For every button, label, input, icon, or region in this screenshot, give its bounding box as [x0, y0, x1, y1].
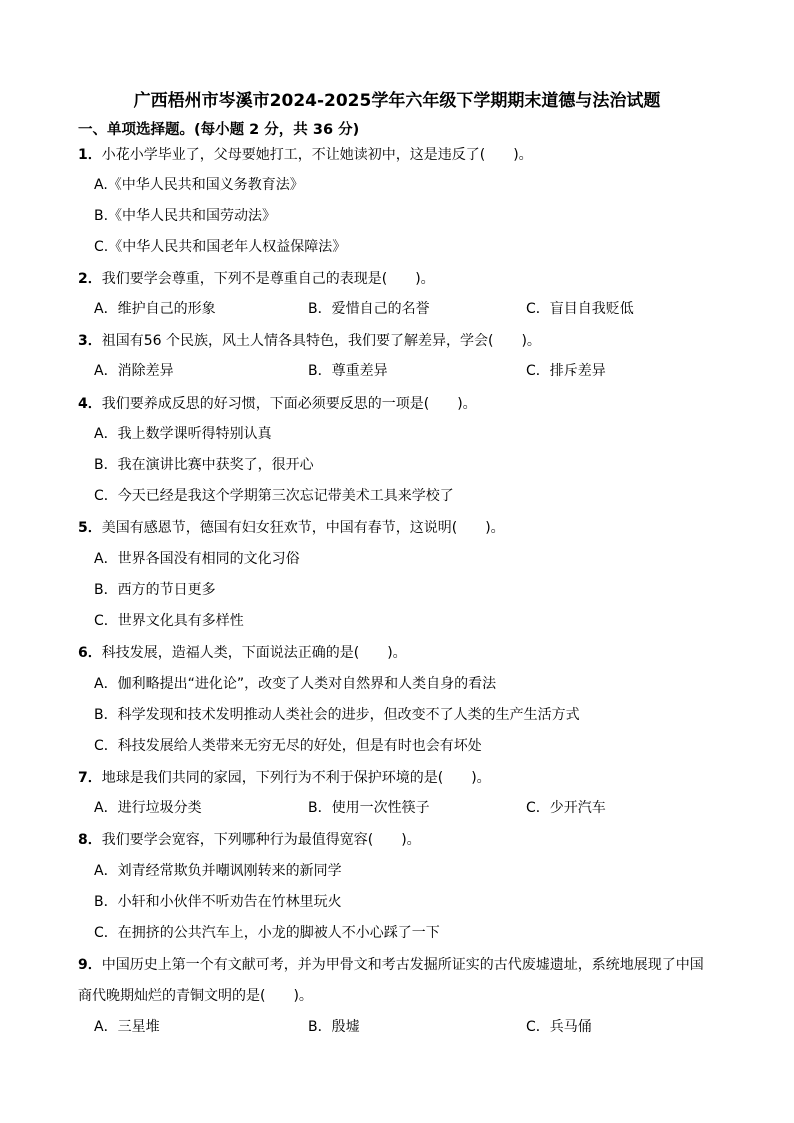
- q5-option-a: A．世界各国没有相同的文化习俗: [94, 551, 300, 567]
- q6-option-a: A．伽利略提出“进化论”，改变了人类对自然界和人类自身的看法: [94, 676, 497, 692]
- q7-option-c: C．少开汽车: [526, 800, 606, 816]
- question-8: [78, 831, 421, 849]
- q6-option-b: B．科学发现和技术发明推动人类社会的进步，但改变不了人类的生产生活方式: [94, 707, 580, 723]
- question-number: 3．: [78, 333, 102, 349]
- q9-option-b: B．殷墟: [308, 1019, 360, 1035]
- q9-option-c: C．兵马俑: [526, 1019, 592, 1035]
- question-text: 我们要养成反思的好习惯，下面必须要反思的一项是( )。: [101, 396, 477, 412]
- q1-option-a: A.《中华人民共和国义务教育法》: [94, 177, 304, 193]
- q4-option-c: C．今天已经是我这个学期第三次忘记带美术工具来学校了: [94, 488, 454, 504]
- q1-option-c: C.《中华人民共和国老年人权益保障法》: [94, 239, 347, 255]
- question-9-continued: 商代晚期灿烂的青铜文明的是( )。: [78, 988, 313, 1004]
- q2-option-b: B．爱惜自己的名誉: [308, 301, 430, 317]
- q3-option-a: A．消除差异: [94, 363, 174, 379]
- q4-option-a: A．我上数学课听得特别认真: [94, 426, 272, 442]
- question-2: [78, 270, 435, 288]
- question-1: [78, 146, 533, 164]
- question-number: 5．: [78, 520, 102, 536]
- q3-option-c: C．排斥差异: [526, 363, 606, 379]
- question-number: 4．: [78, 396, 102, 412]
- question-text: 我们要学会宽容，下列哪种行为最值得宽容( )。: [101, 832, 421, 848]
- question-5: [78, 519, 505, 537]
- q8-option-c: C．在拥挤的公共汽车上，小龙的脚被人不小心踩了一下: [94, 925, 440, 941]
- question-text: 科技发展，造福人类，下面说法正确的是( )。: [101, 645, 407, 661]
- question-number: 8．: [78, 832, 102, 848]
- q8-option-b: B．小轩和小伙伴不听劝告在竹林里玩火: [94, 894, 342, 910]
- question-number: 9．: [78, 957, 102, 973]
- question-number: 1．: [78, 147, 102, 163]
- section-heading: 一、单项选择题。(每小题 2 分，共 36 分): [78, 122, 360, 138]
- question-number: 7．: [78, 770, 102, 786]
- question-6: [78, 644, 407, 662]
- exam-title: 广西梧州市岑溪市2024-2025学年六年级下学期期末道德与法治试题: [133, 91, 661, 111]
- q7-option-b: B．使用一次性筷子: [308, 800, 430, 816]
- q4-option-b: B．我在演讲比赛中获奖了，很开心: [94, 457, 314, 473]
- q6-option-c: C．科技发展给人类带来无穷无尽的好处，但是有时也会有坏处: [94, 738, 482, 754]
- q2-option-a: A．维护自己的形象: [94, 301, 216, 317]
- question-7: [78, 769, 491, 787]
- question-text: 中国历史上第一个有文献可考，并为甲骨文和考古发掘所证实的古代废墟遗址，系统地展现了中国: [101, 957, 704, 973]
- q8-option-a: A．刘青经常欺负并嘲讽刚转来的新同学: [94, 863, 342, 879]
- question-text: 我们要学会尊重，下列不是尊重自己的表现是( )。: [101, 271, 435, 287]
- q2-option-c: C．盲目自我贬低: [526, 301, 634, 317]
- q5-option-c: C．世界文化具有多样性: [94, 613, 244, 629]
- question-text: 地球是我们共同的家园，下列行为不利于保护环境的是( )。: [101, 770, 491, 786]
- question-3: [78, 332, 541, 350]
- question-number: 6．: [78, 645, 102, 661]
- q7-option-a: A．进行垃圾分类: [94, 800, 202, 816]
- q1-option-b: B.《中华人民共和国劳动法》: [94, 208, 277, 224]
- question-4: [78, 395, 477, 413]
- question-text: 美国有感恩节，德国有妇女狂欢节，中国有春节，这说明( )。: [101, 520, 505, 536]
- question-text: 祖国有56 个民族，风土人情各具特色，我们要了解差异，学会( )。: [101, 333, 541, 349]
- question-number: 2．: [78, 271, 102, 287]
- question-9: [78, 956, 704, 974]
- q3-option-b: B．尊重差异: [308, 363, 388, 379]
- question-text: 小花小学毕业了，父母要她打工，不让她读初中，这是违反了( )。: [101, 147, 533, 163]
- q9-option-a: A．三星堆: [94, 1019, 160, 1035]
- q5-option-b: B．西方的节日更多: [94, 582, 216, 598]
